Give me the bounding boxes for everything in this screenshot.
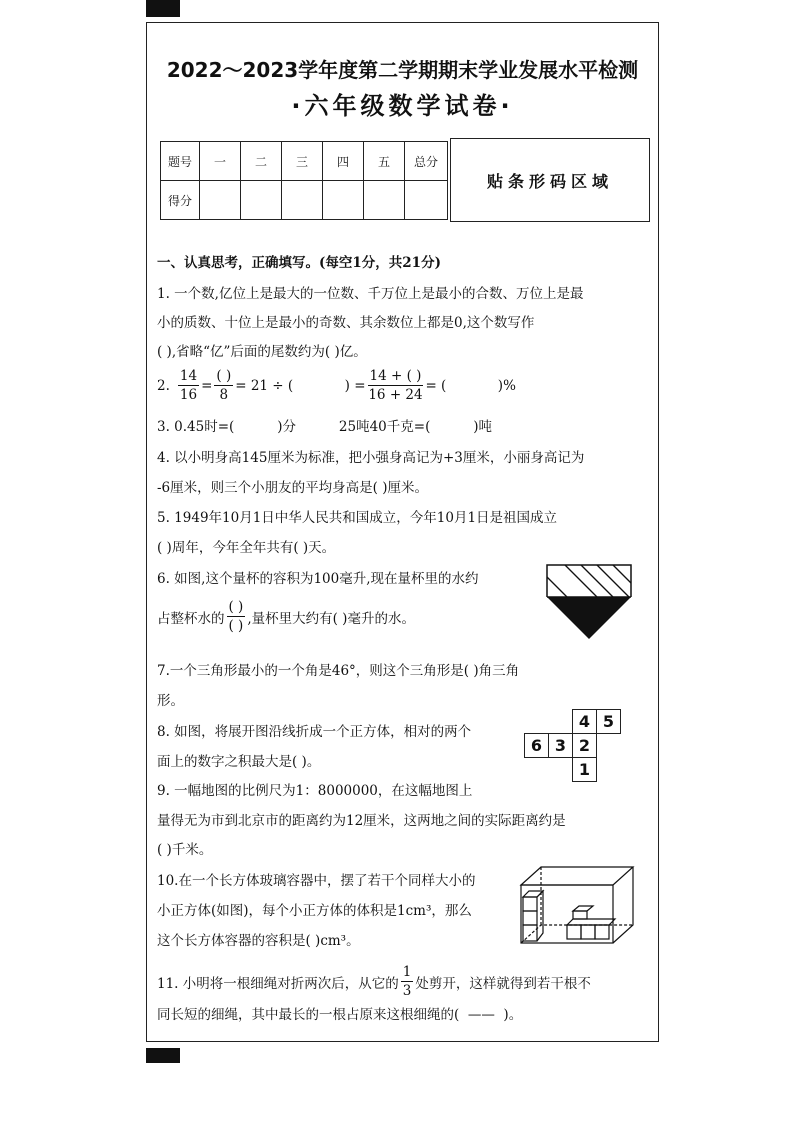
score-header-cell: 题号 bbox=[161, 142, 200, 181]
question-3: 3. 0.45时=( )分 25吨40千克=( )吨 bbox=[157, 419, 493, 435]
score-header-cell: 四 bbox=[323, 142, 364, 181]
question-7-line-1: 7.一个三角形最小的一个角是46°，则这个三角形是( )角三角 bbox=[157, 663, 520, 679]
score-table bbox=[160, 141, 448, 220]
cup-hatch-line bbox=[597, 565, 629, 597]
q2-f1-numerator: 14 bbox=[179, 368, 198, 384]
unit-cube-row-top bbox=[567, 919, 615, 925]
question-1-line-2: 小的质数、十位上是最小的奇数、其余数位上都是0,这个数写作 bbox=[157, 315, 535, 331]
q11-numerator: 1 bbox=[402, 964, 412, 980]
q11-suffix: 处剪开，这样就得到若干根不 bbox=[415, 975, 591, 992]
q2-f3-numerator: 14 + ( ) bbox=[369, 368, 422, 384]
question-8-line-2: 面上的数字之积最大是( )。 bbox=[157, 754, 321, 770]
q2-middle: = 21 ÷ ( ) = bbox=[235, 377, 366, 394]
q2-f3-denominator: 16 + 24 bbox=[368, 387, 423, 403]
q2-f1-denominator: 16 bbox=[179, 387, 198, 403]
unit-cube bbox=[523, 897, 537, 911]
q2-equals: = bbox=[201, 377, 213, 394]
unit-cube-side bbox=[537, 891, 543, 941]
score-cell[interactable] bbox=[282, 181, 323, 220]
unit-cube-top bbox=[573, 906, 593, 911]
q6-numerator: ( ) bbox=[228, 599, 244, 615]
question-6-line-1: 6. 如图,这个量杯的容积为100毫升,现在量杯里的水约 bbox=[157, 571, 479, 587]
cup-hatch-line bbox=[565, 565, 597, 597]
q2-fraction-2 bbox=[214, 367, 233, 404]
unit-cube bbox=[573, 911, 587, 919]
q2-f2-denominator: 8 bbox=[219, 387, 229, 403]
q6-suffix: ,量杯里大约有( )毫升的水。 bbox=[247, 610, 415, 627]
water-fill bbox=[547, 597, 631, 639]
question-2 bbox=[157, 367, 516, 404]
q2-f2-numerator: ( ) bbox=[216, 368, 232, 384]
q11-denominator: 3 bbox=[402, 983, 412, 999]
cup-hatch-line bbox=[581, 565, 613, 597]
unit-cube bbox=[523, 911, 537, 925]
unit-cube bbox=[595, 925, 609, 939]
container-side bbox=[613, 867, 633, 943]
score-header-cell: 五 bbox=[364, 142, 405, 181]
q6-denominator: ( ) bbox=[228, 618, 244, 634]
cube-face-5: 5 bbox=[596, 709, 621, 734]
question-11-line-1 bbox=[157, 963, 591, 1000]
exam-sheet bbox=[146, 22, 659, 1042]
score-cell[interactable] bbox=[241, 181, 282, 220]
glass-container-figure bbox=[519, 863, 637, 947]
cube-face-2: 2 bbox=[572, 733, 597, 758]
question-10-line-2: 小正方体(如图)，每个小正方体的体积是1cm³，那么 bbox=[157, 903, 472, 919]
q2-label: 2. bbox=[157, 377, 170, 394]
question-7-line-2: 形。 bbox=[157, 693, 184, 709]
section-heading: 一、认真思考，正确填写。(每空1分，共21分) bbox=[157, 255, 441, 271]
score-row-label: 得分 bbox=[161, 181, 200, 220]
q11-fraction bbox=[401, 963, 414, 1000]
exam-title: 2022～2023学年度第二学期期末学业发展水平检测 bbox=[166, 58, 639, 82]
score-cell[interactable] bbox=[364, 181, 405, 220]
question-1-line-1: 1. 一个数,亿位上是最大的一位数、千万位上是最小的合数、万位上是最 bbox=[157, 286, 584, 302]
question-9-line-1: 9. 一幅地图的比例尺为1：8000000，在这幅地图上 bbox=[157, 783, 473, 799]
question-9-line-2: 量得无为市到北京市的距离约为12厘米，这两地之间的实际距离约是 bbox=[157, 813, 566, 829]
score-cell[interactable] bbox=[323, 181, 364, 220]
question-8-line-1: 8. 如图，将展开图沿线折成一个正方体，相对的两个 bbox=[157, 724, 472, 740]
cup-hatch-line bbox=[547, 577, 567, 597]
score-cell[interactable] bbox=[405, 181, 448, 220]
q2-fraction-3 bbox=[368, 367, 424, 404]
q2-fraction-1 bbox=[178, 367, 199, 404]
score-header-cell: 二 bbox=[241, 142, 282, 181]
score-cell[interactable] bbox=[200, 181, 241, 220]
registration-mark-bottom bbox=[146, 1048, 180, 1063]
q11-prefix: 11. 小明将一根细绳对折两次后，从它的 bbox=[157, 975, 399, 992]
question-5-line-1: 5. 1949年10月1日中华人民共和国成立，今年10月1日是祖国成立 bbox=[157, 510, 558, 526]
cube-face-6: 6 bbox=[524, 733, 549, 758]
registration-mark-top bbox=[146, 0, 180, 17]
unit-cube bbox=[581, 925, 595, 939]
question-9-line-3: ( )千米。 bbox=[157, 842, 213, 858]
score-header-cell: 三 bbox=[282, 142, 323, 181]
container-top bbox=[521, 867, 633, 885]
question-10-line-3: 这个长方体容器的容积是( )cm³。 bbox=[157, 933, 360, 949]
question-4-line-2: -6厘米，则三个小朋友的平均身高是( )厘米。 bbox=[157, 480, 428, 496]
unit-cube bbox=[567, 925, 581, 939]
cube-face-4: 4 bbox=[572, 709, 597, 734]
q6-fraction bbox=[227, 598, 246, 635]
exam-subtitle: ·六年级数学试卷· bbox=[291, 92, 514, 120]
question-4-line-1: 4. 以小明身高145厘米为标准，把小强身高记为+3厘米，小丽身高记为 bbox=[157, 450, 585, 466]
question-1-line-3: ( ),省略“亿”后面的尾数约为( )亿。 bbox=[157, 344, 367, 360]
question-5-line-2: ( )周年，今年全年共有( )天。 bbox=[157, 540, 336, 556]
question-6-line-2 bbox=[157, 598, 415, 635]
q6-prefix: 占整杯水的 bbox=[157, 610, 225, 627]
score-header-cell: 总分 bbox=[405, 142, 448, 181]
score-header-cell: 一 bbox=[200, 142, 241, 181]
score-table-score-row bbox=[161, 181, 448, 220]
question-11-line-2: 同长短的细绳，其中最长的一根占原来这根细绳的( —— )。 bbox=[157, 1007, 523, 1023]
q2-end: = ( )% bbox=[425, 377, 516, 394]
score-table-header-row bbox=[161, 142, 448, 181]
cup-hatch-line bbox=[613, 565, 631, 583]
cube-face-3: 3 bbox=[548, 733, 573, 758]
barcode-area: 贴条形码区域 bbox=[450, 138, 650, 222]
question-10-line-1: 10.在一个长方体玻璃容器中，摆了若干个同样大小的 bbox=[157, 873, 476, 889]
cube-face-1: 1 bbox=[572, 757, 597, 782]
measuring-cup-figure bbox=[545, 563, 633, 641]
